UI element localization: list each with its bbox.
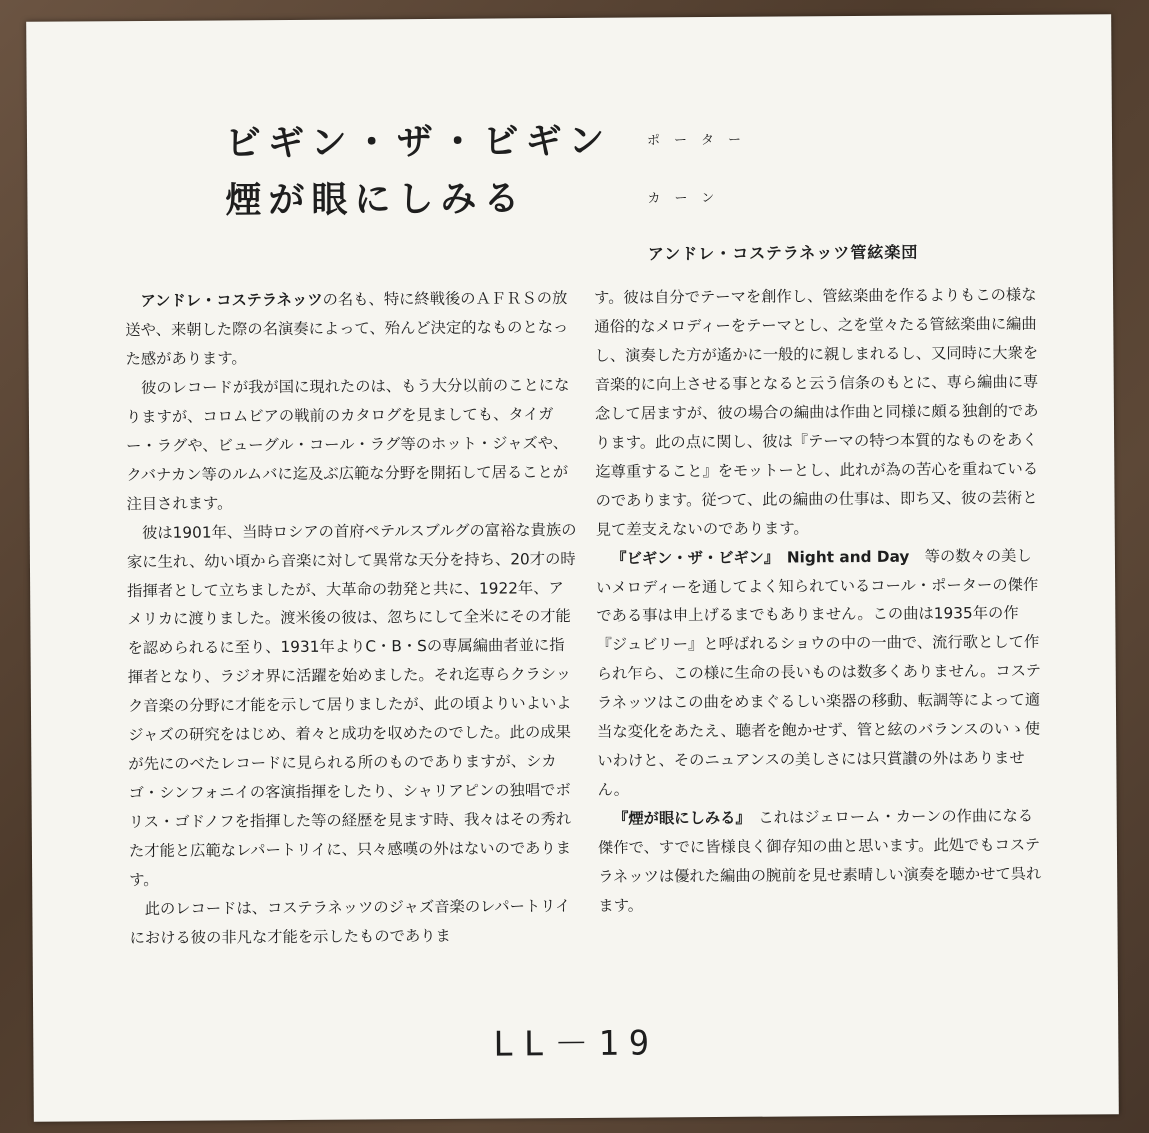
catalog-number: LL－19 [493,1023,660,1065]
song-title-begin-the-beguine: ビギン・ザ・ビギン [224,120,612,165]
right-text-column [594,281,1048,921]
paragraph-lead: アンドレ・コステラネッツ [140,290,323,311]
liner-notes-sheet [26,14,1119,1122]
paragraph: す。彼は自分でテーマを創作し、管絃楽曲を作るよりもこの様な通俗的なメロディーをテーマとし、之を堂々たる管絃楽曲に編曲し、演奏した方が遙かに一般的に親しまれるし、又同時に大衆を音楽的に向上させる事となると云う信条のもとに、専ら編曲に専念して居ますが、彼の場合の編曲は作曲と同様に頗る独創的であります。此の点に関し、彼は『テーマの特つ本質的なものをあく迄尊重すること』をモットーとし、此れが為の苦心を重ねているのであります。従つて、此の編曲の仕事は、即ち又、彼の芸術と見て差支えないのであります。 [594,285,1039,539]
paragraph-text: これはジェローム・カーンの作曲になる傑作で、すでに皆様良く御存知の曲と思います。此処でもコステラネッツは優れた編曲の腕前を見せ素晴しい演奏を聴かせて呉れます。 [597,806,1042,915]
paragraph: 彼は1901年、当時ロシアの首府ペテルスブルグの富裕な貴族の家に生れ、幼い頃から音楽に対して異常な天分を持ち、20才の時指揮者として立ちましたが、大革命の勃発と共に、1922年、アメリカに渡りました。渡米後の彼は、忽ちにして全米にその才能を認められるに至り、1931年よりC・B・Sの専属編曲者並に指揮者となり、ラジオ界に活躍を始めました。それ迄専らクラシック音楽の分野に才能を示して居りましたが、此の頃よりいよいよジャズの研究をはじめ、着々と成功を収めたのでした。此の成果が先にのべたレコードに見られる所のものでありますが、シカゴ・シンフォニイの客演指揮をしたり、シャリアピンの独唱でボリス・ゴドノフを指揮した等の経歴を見ます時、我々はその秀れた才能と広範なレパートリイに、只々感嘆の外はないのであります。 [126,520,577,890]
performer-name: アンドレ・コステラネッツ管絃楽団 [647,242,919,264]
paragraph [596,541,1048,805]
paragraph-lead: 『煙が眼にしみる』 [612,808,744,828]
paragraph-lead: 『ビギン・ザ・ビギン』 Night and Day [611,547,910,568]
paragraph-text: 等の数々の美しいメロディーを通してよく知られているコール・ポーターの傑作である事は申上げるまでもありません。この曲は1935年の作『ジュビリー』と呼ばれるショウの中の一曲で、流行歌として作られ乍ら、この様に生命の長いものは数多くありません。コステラネッツはこの曲をめまぐるしい楽器の移動、転調等によって適当な変化をあたえ、聴者を飽かせず、管と絃のバランスのいゝ使いわけと、そのニュアンスの美しさには只賞讃の外はありません。 [596,546,1042,800]
composer-porter: ポーター [646,132,756,149]
song-title-smoke-gets-in-your-eyes: 煙が眼にしみる [225,178,527,222]
paragraph [598,802,1049,921]
paragraph-text: の名も、特に終戦後のＡＦＲＳの放送や、来朝した際の名演奏によって、殆んど決定的なものとなった感があります。 [125,289,569,369]
paragraph [125,284,576,374]
paragraph: 彼のレコードが我が国に現れたのは、もう大分以前のことになりますが、コロムビアの戦前のカタログを見ましても、タイガー・ラグや、ビューグル・コール・ラグ等のホット・ジャズや、クバナカン等のルムバに迄及ぶ広範な分野を開拓して居ることが注目されます。 [125,375,570,513]
composer-kern: カーン [647,190,729,207]
paragraph: 此のレコードは、コステラネッツのジャズ音楽のレパートリイにおける彼の非凡な才能を示したものでありま [129,897,571,948]
left-text-column [125,284,580,953]
